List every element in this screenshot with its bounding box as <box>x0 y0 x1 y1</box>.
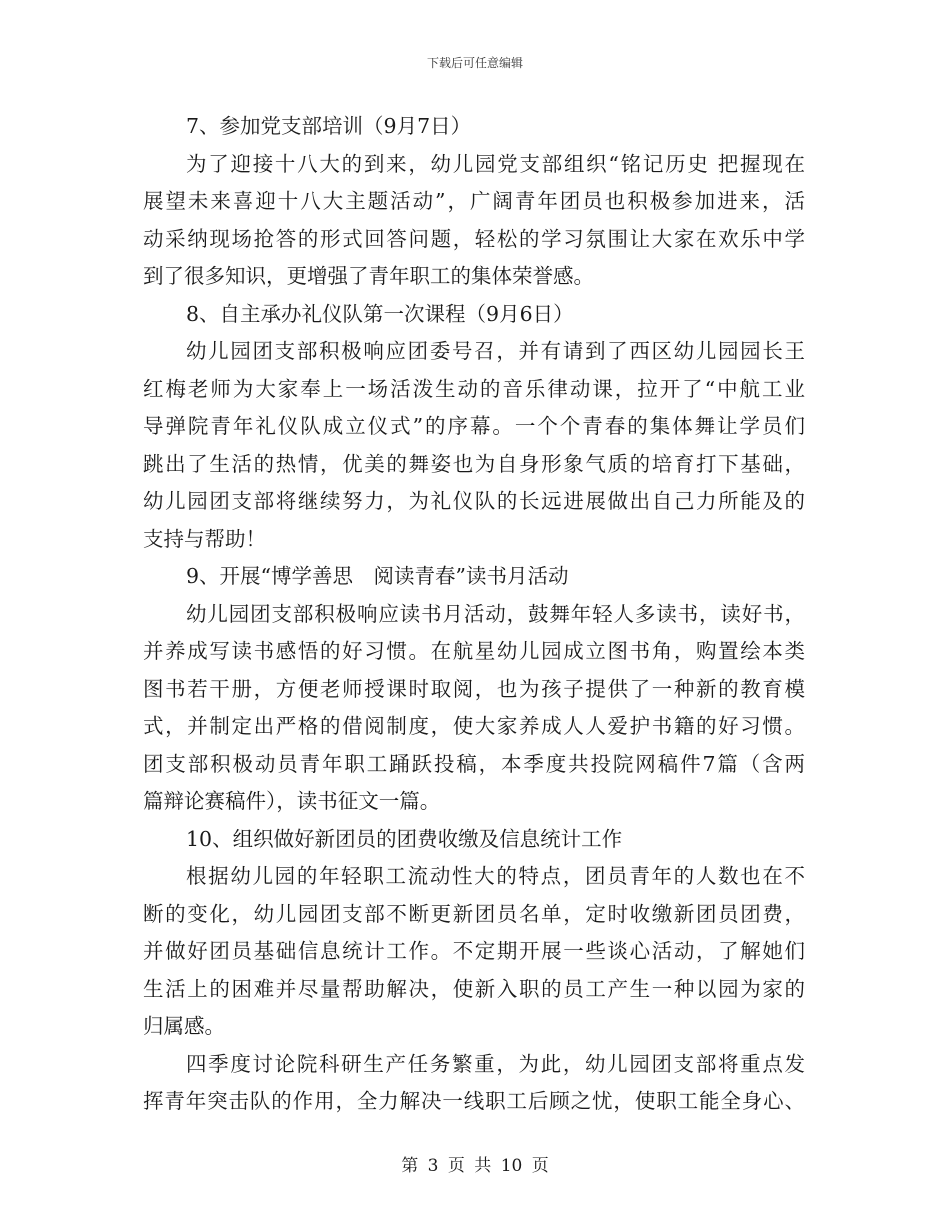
text-line: 10、组织做好新团员的团费收缴及信息统计工作 <box>186 826 623 851</box>
text-line: 跳出了生活的热情，优美的舞姿也为自身形象气质的培育打下基础， <box>143 451 805 476</box>
text-line: 8、自主承办礼仪队第一次课程（9月6日） <box>186 301 574 326</box>
text-line: 支持与帮助！ <box>143 526 266 551</box>
page-header-note: 下载后可任意编辑 <box>426 56 523 70</box>
text-line: 生活上的困难并尽量帮助解决，使新入职的员工产生一种以园为家的 <box>143 976 805 1001</box>
text-line: 幼儿园团支部将继续努力，为礼仪队的长远进展做出自己力所能及的 <box>143 489 805 513</box>
text-line: 导弹院青年礼仪队成立仪式”的序幕。一个个青春的集体舞让学员们 <box>143 414 805 438</box>
text-line: 四季度讨论院科研生产任务繁重，为此，幼儿园团支部将重点发 <box>186 1051 805 1076</box>
text-line: 断的变化，幼儿园团支部不断更新团员名单，定时收缴新团员团费， <box>143 901 805 926</box>
text-line: 为了迎接十八大的到来，幼儿园党支部组织“铭记历史 把握现在 <box>186 151 805 176</box>
text-line: 动采纳现场抢答的形式回答问题，轻松的学习氛围让大家在欢乐中学 <box>143 226 805 251</box>
text-line: 到了很多知识，更增强了青年职工的集体荣誉感。 <box>143 264 594 288</box>
text-line: 幼儿园团支部积极响应团委号召，并有请到了西区幼儿园园长王 <box>186 339 805 363</box>
text-line: 红梅老师为大家奉上一场活泼生动的音乐律动课，拉开了“中航工业 <box>143 376 805 401</box>
document-body <box>143 108 805 1121</box>
text-line: 展望未来喜迎十八大主题活动”，广阔青年团员也积极参加进来，活 <box>143 189 805 213</box>
text-line: 式，并制定出严格的借阅制度，使大家养成人人爱护书籍的好习惯。 <box>143 714 805 738</box>
text-line: 幼儿园团支部积极响应读书月活动，鼓舞年轻人多读书，读好书， <box>186 601 805 626</box>
text-line: 归属感。 <box>143 1014 225 1038</box>
text-line: 9、开展“博学善思 阅读青春”读书月活动 <box>186 564 569 588</box>
text-line: 团支部积极动员青年职工踊跃投稿，本季度共投院网稿件7篇（含两 <box>143 751 805 776</box>
text-line: 图书若干册，方便老师授课时取阅，也为孩子提供了一种新的教育模 <box>143 676 805 701</box>
page-footer: 第 3 页 共 10 页 <box>401 1156 549 1176</box>
text-line: 篇辩论赛稿件），读书征文一篇。 <box>143 789 441 813</box>
text-line: 并做好团员基础信息统计工作。不定期开展一些谈心活动，了解她们 <box>143 939 805 963</box>
text-line: 挥青年突击队的作用，全力解决一线职工后顾之忧，使职工能全身心、 <box>143 1089 805 1113</box>
text-line: 并养成写读书感悟的好习惯。在航星幼儿园成立图书角，购置绘本类 <box>143 639 805 663</box>
text-line: 7、参加党支部培训（9月7日） <box>186 114 472 138</box>
text-line: 根据幼儿园的年轻职工流动性大的特点，团员青年的人数也在不 <box>186 864 805 888</box>
